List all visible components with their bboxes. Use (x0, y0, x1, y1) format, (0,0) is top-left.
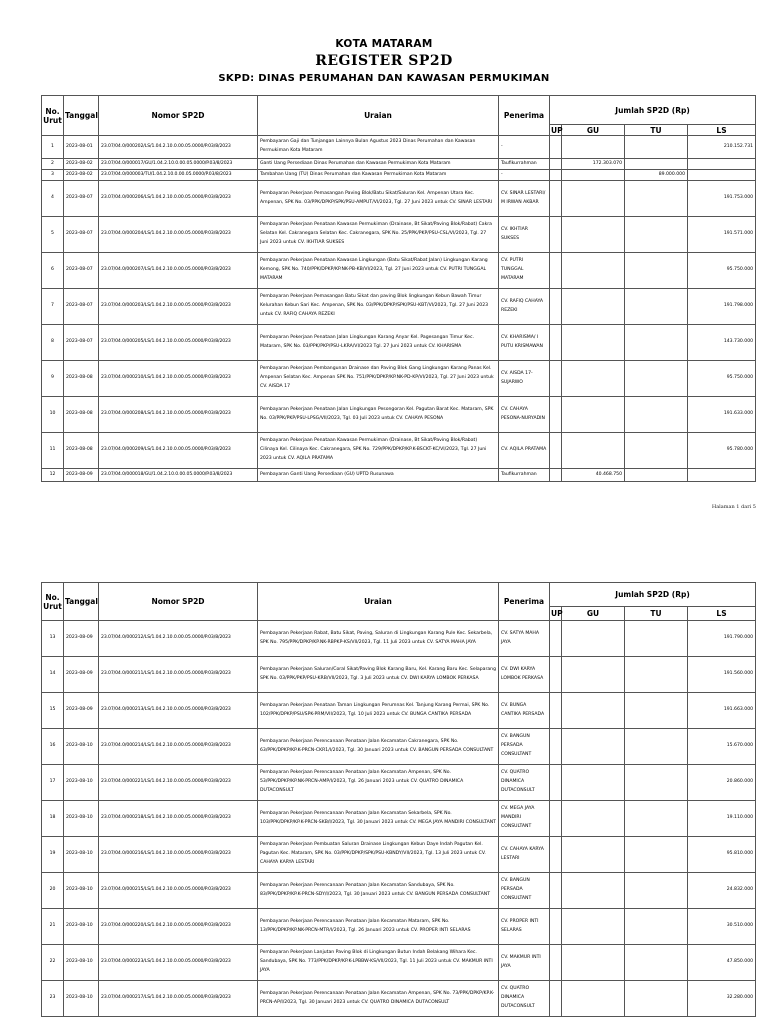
row-recipient: CV. KHARISMA/ I PUTU KRISMAWAN (499, 325, 550, 361)
row-amount-tu (625, 657, 688, 693)
row-amount-gu (562, 181, 625, 217)
col-header-no: No. Urut (42, 583, 64, 621)
row-description: Pembayaran Pekerjaan Pembuatan Saluran Drainase Lingkungan Kebun Daye Indah Pagutan Kel. Pagutan Kec. Mataram, SPK No. 03/PPK/DPKP/SPK/PSU-KBNDY/VII/2023, Tgl. 13 Juli 2023 untuk CV. CAHAYA KARYA LESTARI (258, 837, 499, 873)
row-amount-tu (625, 981, 688, 1017)
table-row (42, 433, 756, 469)
row-sp2d-number: 23.07/04.0/000217/LS/1.04.2.10.0.00.05.0000/P.03/8/2023 (99, 981, 258, 1017)
col-header-gu: GU (562, 607, 625, 621)
row-amount-tu (625, 873, 688, 909)
col-header-tu: TU (625, 607, 688, 621)
row-date: 2023-08-10 (64, 945, 99, 981)
row-recipient: CV. BANGUN PERSADA CONSULTANT (499, 873, 550, 909)
row-date: 2023-08-10 (64, 729, 99, 765)
row-amount-ls: 191.560.000 (688, 657, 756, 693)
row-amount-ls: 95.750.000 (688, 253, 756, 289)
row-amount-tu (625, 765, 688, 801)
row-amount-ls: 20.860.000 (688, 765, 756, 801)
row-sp2d-number: 23.07/04.0/000221/LS/1.04.2.10.0.00.05.0000/P.03/8/2023 (99, 765, 258, 801)
row-recipient: CV. IKHTIAR SUKSES (499, 217, 550, 253)
row-description: Pembayaran Pekerjaan Penataan Jalan Lingkungan Pesongoran Kel. Pagutan Barat Kec. Mataram, SPK No. 03/PPK/PKP/PSU-LPSG/VII/2023, Tgl. 03 Juli 2023 untuk CV. CAHAYA PESONA (258, 397, 499, 433)
row-date: 2023-08-09 (64, 693, 99, 729)
row-amount-ls: 95.750.000 (688, 361, 756, 397)
row-recipient: CV. QUATRO DINAMICA DUTACONSULT (499, 765, 550, 801)
row-recipient: CV. MAKMUR INTI JAYA (499, 945, 550, 981)
table-row (42, 729, 756, 765)
table-row (42, 217, 756, 253)
row-description: Pembayaran Ganti Uang Persediaan (GU) UPTD Rusunawa (258, 469, 499, 482)
row-amount-up (550, 217, 562, 253)
row-amount-up (550, 181, 562, 217)
row-amount-ls: 30.510.000 (688, 909, 756, 945)
city-heading: KOTA MATARAM (335, 38, 433, 50)
row-recipient: CV. SATYA MAHA JAYA (499, 621, 550, 657)
row-date: 2023-08-07 (64, 325, 99, 361)
row-amount-ls: 191.753.000 (688, 181, 756, 217)
row-amount-tu (625, 361, 688, 397)
row-description: Tambahan Uang (TU) Dinas Perumahan dan Kawasan Permukiman Kota Mataram (258, 170, 499, 181)
register-rows (42, 136, 756, 482)
row-amount-gu (562, 657, 625, 693)
row-description: Pembayaran Pekerjaan Perencanaan Penataan Jalan Kecamatan Ampenan, SPK No. 73/PPK/DPKP/KP.K-PRCN-AP/I/2023, Tgl. 30 Januari 2023 untuk CV. QUATRO DINAMICA DUTACONSULT (258, 981, 499, 1017)
row-amount-tu: 89.000.000 (625, 170, 688, 181)
row-amount-gu (562, 837, 625, 873)
row-sp2d-number: 23.07/04.0/000216/LS/1.04.2.10.0.00.05.0000/P.03/8/2023 (99, 837, 258, 873)
row-recipient: Taufikurrahman (499, 159, 550, 170)
row-date: 2023-08-01 (64, 136, 99, 159)
row-amount-tu (625, 289, 688, 325)
row-description: Pembayaran Pekerjaan Lanjutan Paving Blok di Lingkungan Butun Indah Belakang Wihara Kec. Sandubaya, SPK No. 773/PPK/DPKP/KP.K-LPBBW-KS/VII/2023, Tgl. 11 Juli 2023 untuk CV. MAKMUR INTI JAYA (258, 945, 499, 981)
row-amount-tu (625, 325, 688, 361)
row-amount-up (550, 159, 562, 170)
row-number: 11 (42, 433, 64, 469)
row-sp2d-number: 23.07/04.0/000223/LS/1.04.2.10.0.00.05.0000/P.03/8/2023 (99, 945, 258, 981)
col-header-up: UP (550, 607, 562, 621)
row-amount-up (550, 325, 562, 361)
row-date: 2023-08-02 (64, 170, 99, 181)
row-recipient: CV. MEGA JAYA MANDIRI CONSULTANT (499, 801, 550, 837)
row-recipient: - (499, 170, 550, 181)
table-row (42, 693, 756, 729)
row-number: 21 (42, 909, 64, 945)
row-description: Pembayaran Pekerjaan Perencanaan Penataan Jalan Kecamatan Cakranegara, SPK No. 63/PPK/DPKP/KP.K-PRCN-CKR1/I/2023, Tgl. 30 Januari 2023 untuk CV. BANGUN PERSADA CONSULTANT (258, 729, 499, 765)
row-amount-up (550, 729, 562, 765)
row-sp2d-number: 23.07/04.0/000202/LS/1.04.2.10.0.00.05.0000/P.03/8/2023 (99, 136, 258, 159)
row-amount-ls: 19.110.000 (688, 801, 756, 837)
row-number: 6 (42, 253, 64, 289)
col-header-nomor-sp2d: Nomor SP2D (99, 583, 258, 621)
row-sp2d-number: 23.07/04.0/000204/LS/1.04.2.10.0.00.05.0000/P.03/8/2023 (99, 217, 258, 253)
row-amount-up (550, 801, 562, 837)
row-sp2d-number: 23.07/04.0/000003/TU/1.04.2.10.0.00.05.0000/P.03/8/2023 (99, 170, 258, 181)
row-amount-up (550, 136, 562, 159)
row-number: 22 (42, 945, 64, 981)
row-number: 10 (42, 397, 64, 433)
row-amount-gu (562, 801, 625, 837)
table-row (42, 945, 756, 981)
row-number: 2 (42, 159, 64, 170)
row-recipient: CV. AQILA PRATAMA (499, 433, 550, 469)
row-amount-up (550, 253, 562, 289)
row-amount-gu (562, 729, 625, 765)
table-row (42, 765, 756, 801)
row-amount-tu (625, 909, 688, 945)
table-row (42, 873, 756, 909)
row-date: 2023-08-07 (64, 217, 99, 253)
row-amount-ls: 191.663.000 (688, 693, 756, 729)
row-number: 14 (42, 657, 64, 693)
row-amount-gu (562, 765, 625, 801)
row-amount-gu (562, 361, 625, 397)
col-header-jumlah-sp2d: Jumlah SP2D (Rp) (550, 96, 756, 125)
row-number: 20 (42, 873, 64, 909)
row-description: Pembayaran Pekerjaan Penataan Taman Lingkungan Perumnas Kel. Tanjung Karang Permai, SPK No. 102/PPK/DPKP/PSU/SPK-PRM/VII/2023, Tgl. 10 Juli 2023 untuk CV. BUNGA CANTIKA PERSADA (258, 693, 499, 729)
row-amount-up (550, 945, 562, 981)
row-amount-up (550, 289, 562, 325)
row-description: Pembayaran Pekerjaan Saluran/Coral Sikat/Paving Blok Karang Baru, Kel. Karang Baru Kec. Selaparang SPK No. 03/PPK/PKP/PSU-KRB/VII/2023, Tgl. 3 Juli 2023 untuk CV. DWI KARYA LOMBOK PERKASA (258, 657, 499, 693)
row-date: 2023-08-09 (64, 657, 99, 693)
row-amount-ls (688, 170, 756, 181)
row-sp2d-number: 23.07/04.0/000218/LS/1.04.2.10.0.00.05.0000/P.03/8/2023 (99, 801, 258, 837)
row-amount-tu (625, 945, 688, 981)
row-description: Pembayaran Pekerjaan Penataan Kawasan Lingkungan (Batu Sikat/Rabat Jalan) Lingkungan Karang Kemong, SPK No. 740/PPK/DPKP/KP.NK-PB-KB/VI/2023, Tgl. 27 Juni 2023 untuk CV. PUTRI TUNGGAL MATARAM (258, 253, 499, 289)
row-recipient: CV. SINAR LESTARI/ M IRWAN AKBAR (499, 181, 550, 217)
row-amount-up (550, 361, 562, 397)
row-sp2d-number: 23.07/04.0/000208/LS/1.04.2.10.0.00.05.0000/P.03/8/2023 (99, 397, 258, 433)
row-description: Pembayaran Pekerjaan Penataan Jalan Lingkungan Karang Anyar Kel. Pagesangan Timur Kec. Mataram, SPK No. 03/PPK/PKP/PSU-LKRA/VI/2023 Tgl. 27 Juni 2023 untuk CV. KHARISMA (258, 325, 499, 361)
row-number: 7 (42, 289, 64, 325)
row-date: 2023-08-08 (64, 397, 99, 433)
col-header-gu: GU (562, 125, 625, 136)
row-number: 13 (42, 621, 64, 657)
row-sp2d-number: 23.07/04.0/000212/LS/1.04.2.10.0.00.05.0000/P.03/8/2023 (99, 621, 258, 657)
col-header-ls: LS (688, 607, 756, 621)
row-amount-up (550, 765, 562, 801)
row-amount-gu (562, 289, 625, 325)
row-amount-up (550, 909, 562, 945)
row-date: 2023-08-07 (64, 181, 99, 217)
row-number: 9 (42, 361, 64, 397)
row-description: Pembayaran Pekerjaan Perencanaan Penataan Jalan Kecamatan Mataram, SPK No. 13/PPK/DPKP/KP.NK-PRCN-MTR/I/2023, Tgl. 26 Januari 2023 untuk CV. PROPER INTI SELARAS (258, 909, 499, 945)
row-number: 16 (42, 729, 64, 765)
row-amount-up (550, 657, 562, 693)
row-number: 1 (42, 136, 64, 159)
row-recipient: CV. CAHAYA KARYA LESTARI (499, 837, 550, 873)
table-row (42, 361, 756, 397)
row-description: Pembayaran Pekerjaan Pemasangan Batu Sikat dan paving Blok lingkungan Kebun Bawah Timur Kelurahan Kebun Sari Kec. Ampenan, SPK No. 03/PPK/DPKP/SPK/PSU-KBT/VI/2023, Tgl. 27 Juni 2023 untuk CV. RAFIQ CAHAYA REZEKI (258, 289, 499, 325)
row-amount-ls: 24.832.000 (688, 873, 756, 909)
row-amount-tu (625, 181, 688, 217)
row-date: 2023-08-09 (64, 469, 99, 482)
row-amount-ls: 47.850.000 (688, 945, 756, 981)
col-header-jumlah-sp2d: Jumlah SP2D (Rp) (550, 583, 756, 607)
row-amount-ls (688, 159, 756, 170)
row-amount-gu (562, 621, 625, 657)
row-sp2d-number: 23.07/04.0/000017/GU/1.04.2.10.0.00.05.0000/P.03/8/2023 (99, 159, 258, 170)
row-amount-ls: 191.798.000 (688, 289, 756, 325)
row-amount-ls: 32.280.000 (688, 981, 756, 1017)
row-amount-up (550, 837, 562, 873)
row-recipient: CV. BANGUN PERSADA CONSULTANT (499, 729, 550, 765)
row-recipient: CV. QUATRO DINAMICA DUTACONSULT (499, 981, 550, 1017)
row-sp2d-number: 23.07/04.0/000205/LS/1.04.2.10.0.00.05.0000/P.03/8/2023 (99, 325, 258, 361)
row-amount-tu (625, 217, 688, 253)
row-date: 2023-08-02 (64, 159, 99, 170)
col-header-uraian: Uraian (258, 96, 499, 136)
table-row (42, 657, 756, 693)
row-sp2d-number: 23.07/04.0/000211/LS/1.04.2.10.0.00.05.0000/P.03/8/2023 (99, 657, 258, 693)
row-amount-ls: 143.730.000 (688, 325, 756, 361)
row-number: 12 (42, 469, 64, 482)
row-amount-gu (562, 170, 625, 181)
register-table-page-2 (41, 582, 756, 1017)
row-amount-ls (688, 469, 756, 482)
row-number: 3 (42, 170, 64, 181)
col-header-up: UP (551, 125, 563, 135)
row-recipient: CV. PUTRI TUNGGAL MATARAM (499, 253, 550, 289)
row-amount-gu (562, 217, 625, 253)
row-date: 2023-08-10 (64, 765, 99, 801)
row-amount-tu (625, 729, 688, 765)
table-row (42, 159, 756, 170)
row-amount-gu: 40.468.750 (562, 469, 625, 482)
row-amount-tu (625, 397, 688, 433)
row-number: 15 (42, 693, 64, 729)
row-number: 19 (42, 837, 64, 873)
row-amount-tu (625, 159, 688, 170)
row-number: 18 (42, 801, 64, 837)
row-recipient: CV. RAFIQ CAHAYA REZEKI (499, 289, 550, 325)
row-amount-ls: 191.790.000 (688, 621, 756, 657)
row-date: 2023-08-08 (64, 361, 99, 397)
row-description: Pembayaran Pekerjaan Perencanaan Penataan Jalan Kecamatan Sekarbela, SPK No. 103/PPK/DPKP/KP.K-PRCN-SKB/I/2023, Tgl. 30 Januari 2023 untuk CV. MEGA JAYA MANDIRI CONSULTANT (258, 801, 499, 837)
table-row (42, 469, 756, 482)
table-row (42, 136, 756, 159)
row-amount-ls: 191.633.000 (688, 397, 756, 433)
register-title: REGISTER SP2D (315, 53, 453, 69)
row-recipient: Taufikurrahman (499, 469, 550, 482)
skpd-heading: SKPD: DINAS PERUMAHAN DAN KAWASAN PERMUKIMAN (218, 73, 550, 84)
row-amount-gu (562, 693, 625, 729)
row-amount-tu (625, 469, 688, 482)
row-amount-gu (562, 909, 625, 945)
row-amount-gu (562, 981, 625, 1017)
col-header-uraian: Uraian (258, 583, 499, 621)
row-description: Pembayaran Pekerjaan Penataan Kawasan Permukiman (Drainase, Bt Sikat/Paving Blok/Rabat) Cakra Selatan Kel. Cakranegara Selatan Kec. Cakranegara, SPK No. 25/PPK/PKP/PSU-CSL/VI/2023, Tgl. 27 Juni 2023 untuk CV. IKHTIAR SUKSES (258, 217, 499, 253)
row-sp2d-number: 23.07/04.0/000214/LS/1.04.2.10.0.00.05.0000/P.03/8/2023 (99, 729, 258, 765)
col-header-nomor-sp2d: Nomor SP2D (99, 96, 258, 136)
row-sp2d-number: 23.07/04.0/000220/LS/1.04.2.10.0.00.05.0000/P.03/8/2023 (99, 909, 258, 945)
table-row (42, 397, 756, 433)
col-header-penerima: Penerima (499, 583, 550, 621)
row-description: Pembayaran Pekerjaan Penataan Kawasan Permukiman (Drainase, Bt Sikat/Paving Blok/Rabat) Cilinaya Kel. Cilinaya Kec. Cakranegara, SPK No. 729/PPK/DPKP/KP.K-BSCKT-KC/VI/2023, Tgl. 27 Juni 2023 untuk CV. AQILA PRATAMA (258, 433, 499, 469)
row-amount-gu: 172.303.070 (562, 159, 625, 170)
row-amount-gu (562, 325, 625, 361)
row-amount-gu (562, 873, 625, 909)
table-row (42, 181, 756, 217)
row-recipient: CV. CAHAYA PESONA-NURYADIN (499, 397, 550, 433)
row-number: 4 (42, 181, 64, 217)
row-sp2d-number: 23.07/04.0/000207/LS/1.04.2.10.0.00.05.0000/P.03/8/2023 (99, 253, 258, 289)
row-date: 2023-08-08 (64, 433, 99, 469)
row-sp2d-number: 23.07/04.0/000206/LS/1.04.2.10.0.00.05.0000/P.03/8/2023 (99, 181, 258, 217)
row-date: 2023-08-10 (64, 837, 99, 873)
table-row (42, 621, 756, 657)
table-row (42, 170, 756, 181)
row-amount-tu (625, 693, 688, 729)
col-header-ls: LS (688, 125, 756, 136)
row-amount-ls: 95.810.000 (688, 837, 756, 873)
col-header-penerima: Penerima (499, 96, 550, 136)
row-recipient: - (499, 136, 550, 159)
row-amount-tu (625, 136, 688, 159)
row-sp2d-number: 23.07/04.0/000209/LS/1.04.2.10.0.00.05.0000/P.03/8/2023 (99, 433, 258, 469)
row-sp2d-number: 23.07/04.0/000215/LS/1.04.2.10.0.00.05.0000/P.03/8/2023 (99, 873, 258, 909)
row-amount-tu (625, 837, 688, 873)
row-amount-tu (625, 253, 688, 289)
row-amount-tu (625, 621, 688, 657)
row-sp2d-number: 23.07/04.0/000213/LS/1.04.2.10.0.00.05.0000/P.03/8/2023 (99, 693, 258, 729)
row-description: Pembayaran Pekerjaan Perencanaan Penataan Jalan Kecamatan Ampenan, SPK No. 53/PPK/DPKP/KP.NK-PRCN-AMP/I/2023, Tgl. 26 Januari 2023 untuk CV. QUATRO DINAMICA DUTACONSULT (258, 765, 499, 801)
row-date: 2023-08-09 (64, 621, 99, 657)
row-description: Pembayaran Gaji dan Tunjangan Lainnya Bulan Agustus 2023 Dinas Perumahan dan Kawasan Permukiman Kota Mataram (258, 136, 499, 159)
col-header-no: No. Urut (42, 96, 64, 136)
register-table-page-1 (41, 95, 756, 482)
col-header-tanggal: Tanggal (64, 583, 99, 621)
table-row (42, 253, 756, 289)
col-header-tu: TU (625, 125, 688, 136)
page-footer: Halaman 1 dari 5 (711, 504, 756, 510)
row-amount-gu (562, 397, 625, 433)
table-row (42, 909, 756, 945)
row-date: 2023-08-10 (64, 873, 99, 909)
row-description: Pembayaran Pekerjaan Perencanaan Penataan Jalan Kecamatan Sandubaya, SPK No. 83/PPK/DPKP/KP.K-PRCN-SDY/I/2023, Tgl. 30 Januari 2023 untuk CV. BANGUN PERSADA CONSULTANT (258, 873, 499, 909)
row-sp2d-number: 23.07/04.0/000018/GU/1.04.2.10.0.00.05.0000/P.03/8/2023 (99, 469, 258, 482)
row-amount-up (550, 170, 562, 181)
row-amount-up (550, 873, 562, 909)
row-sp2d-number: 23.07/04.0/000210/LS/1.04.2.10.0.00.05.0000/P.03/8/2023 (99, 361, 258, 397)
row-amount-ls: 15.670.000 (688, 729, 756, 765)
row-amount-up (550, 981, 562, 1017)
row-amount-tu (625, 801, 688, 837)
row-amount-ls: 191.571.000 (688, 217, 756, 253)
row-date: 2023-08-07 (64, 253, 99, 289)
page-header (0, 38, 768, 84)
table-row (42, 801, 756, 837)
register-rows (42, 621, 756, 1017)
table-row (42, 981, 756, 1017)
row-number: 17 (42, 765, 64, 801)
row-sp2d-number: 23.07/04.0/000203/LS/1.04.2.10.0.00.05.0000/P.03/8/2023 (99, 289, 258, 325)
row-amount-gu (562, 136, 625, 159)
row-recipient: CV. BUNGA CANTIKA PERSADA (499, 693, 550, 729)
row-amount-ls: 95.780.000 (688, 433, 756, 469)
row-recipient: CV. AISDA 17-SUJARWO (499, 361, 550, 397)
row-date: 2023-08-10 (64, 801, 99, 837)
col-header-tanggal: Tanggal (64, 96, 99, 136)
row-recipient: CV. PROPER INTI SELARAS (499, 909, 550, 945)
row-date: 2023-08-10 (64, 909, 99, 945)
row-description: Pembayaran Pekerjaan Pembangunan Drainase dan Paving Blok Gang Lingkungan Karang Panas Kel. Ampenan Selatan Kec. Ampenan SPK No. 751/PPK/DPKP/KP.NK-PD-KP/VI/2023, Tgl. 27 Juni 2023 untuk CV. AISDA 17 (258, 361, 499, 397)
row-description: Pembayaran Pekerjaan Pemasangan Paving Blok/Batu Sikat/Saluran Kel. Ampenan Utara Kec. Ampenan, SPK No. 03/PPK/DPKP/SPK/PSU-AMPUT/VI/2023, Tgl. 27 Juni 2023 untuk CV. SINAR LESTARI (258, 181, 499, 217)
row-amount-gu (562, 433, 625, 469)
row-amount-up (550, 433, 562, 469)
row-date: 2023-08-07 (64, 289, 99, 325)
row-date: 2023-08-10 (64, 981, 99, 1017)
row-amount-gu (562, 253, 625, 289)
row-number: 8 (42, 325, 64, 361)
row-amount-up (550, 469, 562, 482)
table-row (42, 289, 756, 325)
row-number: 5 (42, 217, 64, 253)
row-amount-tu (625, 433, 688, 469)
table-row (42, 837, 756, 873)
row-amount-ls: 210.152.731 (688, 136, 756, 159)
table-row (42, 325, 756, 361)
row-amount-gu (562, 945, 625, 981)
row-number: 23 (42, 981, 64, 1017)
row-description: Pembayaran Pekerjaan Rabat, Batu Sikat, Paving, Saluran di Lingkungan Karang Pule Kec. Sekarbela, SPK No. 795/PPK/DPKP/KP.NK-RBPKP-KS/VII/2023, Tgl. 11 Juli 2023 untuk CV. SATYA MAHA JAYA (258, 621, 499, 657)
row-amount-up (550, 693, 562, 729)
row-amount-up (550, 621, 562, 657)
row-description: Ganti Uang Persediaan Dinas Perumahan dan Kawasan Permukiman Kota Mataram (258, 159, 499, 170)
row-recipient: CV. DWI KARYA LOMBOK PERKASA (499, 657, 550, 693)
row-amount-up (550, 397, 562, 433)
